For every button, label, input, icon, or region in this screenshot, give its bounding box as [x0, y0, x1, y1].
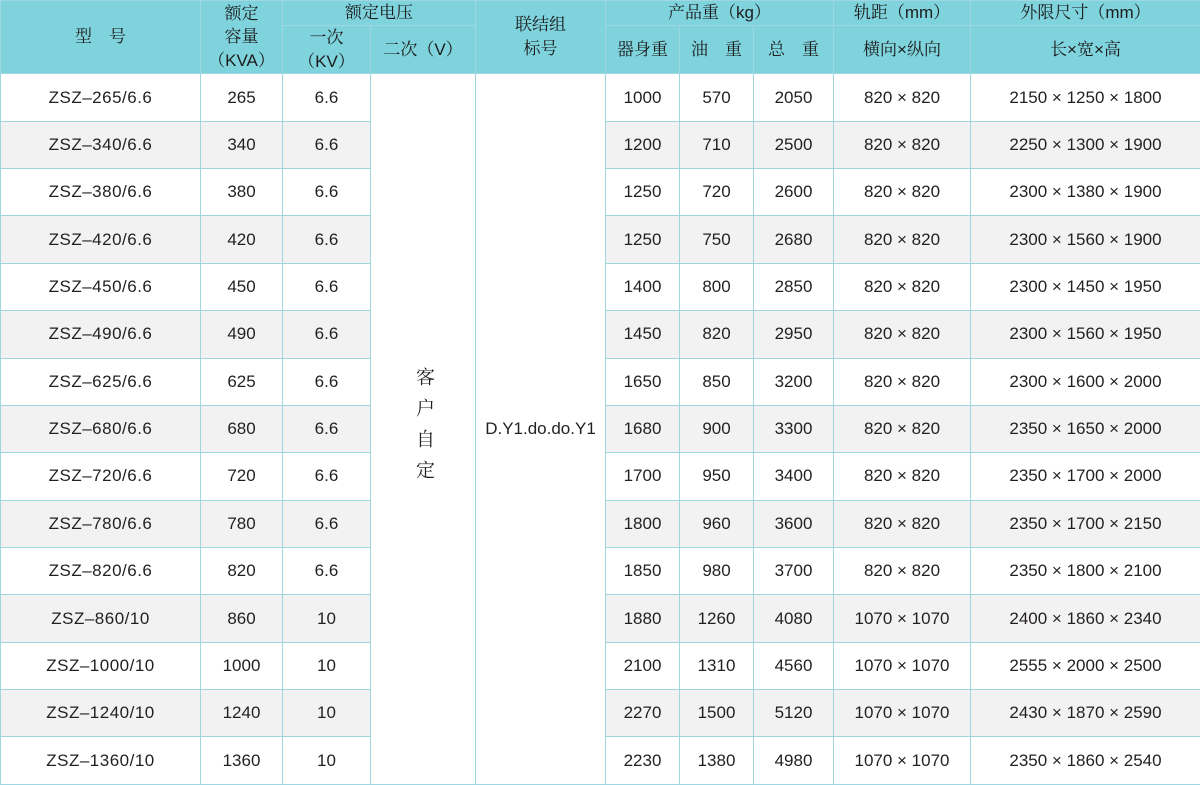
cell-track-gauge: 820 × 820: [834, 121, 971, 168]
header-oil-weight-label: 油 重: [691, 39, 742, 59]
cell-rated-capacity: 1360: [201, 737, 283, 785]
cell-outer-size: 2350 × 1800 × 2100: [971, 547, 1200, 594]
cell-model: ZSZ–380/6.6: [1, 169, 201, 216]
header-primary-voltage: [283, 25, 371, 74]
header-connection-line1: 联结组: [515, 15, 566, 35]
cell-model: ZSZ–1000/10: [1, 642, 201, 689]
cell-rated-capacity: 265: [201, 74, 283, 121]
cell-total-weight: 2600: [754, 169, 834, 216]
cell-track-gauge: 1070 × 1070: [834, 737, 971, 785]
cell-total-weight: 2950: [754, 311, 834, 358]
cell-total-weight: 4980: [754, 737, 834, 785]
cell-body-weight: 1250: [606, 169, 680, 216]
cell-total-weight: 2050: [754, 74, 834, 121]
cell-outer-size: 2250 × 1300 × 1900: [971, 121, 1200, 168]
cell-model: ZSZ–490/6.6: [1, 311, 201, 358]
header-track-gauge: [834, 1, 971, 26]
table-body: [1, 74, 1200, 785]
header-total-weight-label: 总 重: [768, 39, 819, 59]
cell-oil-weight: 950: [680, 453, 754, 500]
cell-outer-size: 2555 × 2000 × 2500: [971, 642, 1200, 689]
cell-rated-capacity: 860: [201, 595, 283, 642]
cell-oil-weight: 1500: [680, 690, 754, 737]
cell-model: ZSZ–625/6.6: [1, 358, 201, 405]
cell-oil-weight: 1380: [680, 737, 754, 785]
cell-outer-size: 2300 × 1560 × 1950: [971, 311, 1200, 358]
cell-connection-group-merged: D.Y1.do.do.Y1: [476, 74, 606, 785]
cell-oil-weight: 570: [680, 74, 754, 121]
cell-primary-voltage: 10: [283, 690, 371, 737]
cell-model: ZSZ–1360/10: [1, 737, 201, 785]
header-rated-capacity-line2: 容量: [224, 27, 259, 47]
cell-outer-size: 2400 × 1860 × 2340: [971, 595, 1200, 642]
header-primary-unit: （KV）: [298, 51, 355, 71]
cell-body-weight: 1450: [606, 311, 680, 358]
header-oil-weight: [680, 25, 754, 74]
header-body-weight: [606, 25, 680, 74]
cell-outer-size: 2300 × 1380 × 1900: [971, 169, 1200, 216]
cell-oil-weight: 750: [680, 216, 754, 263]
cell-oil-weight: 850: [680, 358, 754, 405]
cell-model: ZSZ–420/6.6: [1, 216, 201, 263]
cell-track-gauge: 820 × 820: [834, 500, 971, 547]
cell-rated-capacity: 490: [201, 311, 283, 358]
cell-rated-capacity: 820: [201, 547, 283, 594]
cell-total-weight: 2680: [754, 216, 834, 263]
header-rated-capacity-unit: （KVA）: [208, 51, 275, 71]
cell-primary-voltage: 6.6: [283, 358, 371, 405]
header-outer-size-label: 外限尺寸（mm）: [1020, 3, 1151, 22]
header-track-gauge-sub-label: 横向×纵向: [863, 39, 941, 59]
cell-track-gauge: 820 × 820: [834, 405, 971, 452]
cell-body-weight: 1250: [606, 216, 680, 263]
table-row: [1, 74, 1200, 121]
cell-body-weight: 1200: [606, 121, 680, 168]
cell-model: ZSZ–340/6.6: [1, 121, 201, 168]
cell-body-weight: 1850: [606, 547, 680, 594]
cell-outer-size: 2300 × 1560 × 1900: [971, 216, 1200, 263]
cell-oil-weight: 820: [680, 311, 754, 358]
cell-model: ZSZ–680/6.6: [1, 405, 201, 452]
header-secondary-label: 二次（V）: [383, 39, 463, 59]
cell-track-gauge: 820 × 820: [834, 453, 971, 500]
cell-track-gauge: 820 × 820: [834, 169, 971, 216]
cell-oil-weight: 980: [680, 547, 754, 594]
cell-rated-capacity: 720: [201, 453, 283, 500]
cell-rated-capacity: 380: [201, 169, 283, 216]
cell-body-weight: 2100: [606, 642, 680, 689]
cell-primary-voltage: 10: [283, 642, 371, 689]
cell-primary-voltage: 6.6: [283, 74, 371, 121]
header-connection-line2: 标号: [523, 39, 558, 59]
cell-model: ZSZ–450/6.6: [1, 263, 201, 310]
header-model-label: 型 号: [75, 27, 126, 47]
cell-primary-voltage: 6.6: [283, 263, 371, 310]
header-rated-voltage-label: 额定电压: [345, 3, 413, 22]
cell-total-weight: 2500: [754, 121, 834, 168]
cell-total-weight: 5120: [754, 690, 834, 737]
cell-primary-voltage: 6.6: [283, 405, 371, 452]
cell-primary-voltage: 6.6: [283, 453, 371, 500]
header-secondary-voltage: [371, 25, 476, 74]
header-total-weight: [754, 25, 834, 74]
cell-outer-size: 2350 × 1650 × 2000: [971, 405, 1200, 452]
cell-model: ZSZ–265/6.6: [1, 74, 201, 121]
cell-outer-size: 2350 × 1860 × 2540: [971, 737, 1200, 785]
cell-track-gauge: 820 × 820: [834, 216, 971, 263]
header-outer-size: [971, 1, 1200, 26]
header-row-1: [1, 1, 1200, 26]
cell-outer-size: 2300 × 1600 × 2000: [971, 358, 1200, 405]
cell-oil-weight: 800: [680, 263, 754, 310]
cell-body-weight: 2230: [606, 737, 680, 785]
cell-outer-size: 2300 × 1450 × 1950: [971, 263, 1200, 310]
cell-outer-size: 2350 × 1700 × 2000: [971, 453, 1200, 500]
header-track-gauge-label: 轨距（mm）: [853, 3, 951, 22]
cell-oil-weight: 960: [680, 500, 754, 547]
cell-rated-capacity: 340: [201, 121, 283, 168]
cell-track-gauge: 820 × 820: [834, 263, 971, 310]
cell-total-weight: 3300: [754, 405, 834, 452]
cell-primary-voltage: 6.6: [283, 547, 371, 594]
cell-model: ZSZ–820/6.6: [1, 547, 201, 594]
cell-model: ZSZ–1240/10: [1, 690, 201, 737]
cell-primary-voltage: 6.6: [283, 121, 371, 168]
cell-primary-voltage: 6.6: [283, 500, 371, 547]
cell-secondary-voltage-merged: [371, 74, 476, 785]
cell-oil-weight: 710: [680, 121, 754, 168]
cell-body-weight: 2270: [606, 690, 680, 737]
secondary-voltage-value: 客户自定: [413, 367, 435, 492]
header-body-weight-label: 器身重: [617, 39, 668, 59]
cell-track-gauge: 820 × 820: [834, 74, 971, 121]
cell-primary-voltage: 6.6: [283, 169, 371, 216]
cell-total-weight: 4560: [754, 642, 834, 689]
cell-oil-weight: 1260: [680, 595, 754, 642]
header-product-weight-label: 产品重（kg）: [668, 3, 771, 22]
cell-body-weight: 1700: [606, 453, 680, 500]
cell-body-weight: 1880: [606, 595, 680, 642]
cell-rated-capacity: 450: [201, 263, 283, 310]
cell-oil-weight: 900: [680, 405, 754, 452]
cell-track-gauge: 1070 × 1070: [834, 690, 971, 737]
cell-track-gauge: 820 × 820: [834, 547, 971, 594]
cell-rated-capacity: 625: [201, 358, 283, 405]
header-track-gauge-sub: [834, 25, 971, 74]
cell-model: ZSZ–860/10: [1, 595, 201, 642]
header-rated-capacity-line1: 额定: [224, 3, 259, 23]
cell-body-weight: 1650: [606, 358, 680, 405]
cell-body-weight: 1800: [606, 500, 680, 547]
cell-track-gauge: 1070 × 1070: [834, 595, 971, 642]
cell-total-weight: 4080: [754, 595, 834, 642]
cell-model: ZSZ–780/6.6: [1, 500, 201, 547]
cell-total-weight: 2850: [754, 263, 834, 310]
cell-total-weight: 3200: [754, 358, 834, 405]
cell-outer-size: 2150 × 1250 × 1800: [971, 74, 1200, 121]
cell-rated-capacity: 1000: [201, 642, 283, 689]
cell-track-gauge: 820 × 820: [834, 358, 971, 405]
cell-body-weight: 1000: [606, 74, 680, 121]
cell-rated-capacity: 1240: [201, 690, 283, 737]
cell-rated-capacity: 420: [201, 216, 283, 263]
cell-track-gauge: 1070 × 1070: [834, 642, 971, 689]
cell-primary-voltage: 10: [283, 737, 371, 785]
cell-rated-capacity: 780: [201, 500, 283, 547]
cell-oil-weight: 1310: [680, 642, 754, 689]
header-connection-group: [476, 1, 606, 74]
cell-oil-weight: 720: [680, 169, 754, 216]
cell-body-weight: 1400: [606, 263, 680, 310]
cell-total-weight: 3700: [754, 547, 834, 594]
header-outer-size-sub: [971, 25, 1200, 74]
header-primary-line1: 一次: [309, 27, 344, 47]
header-outer-size-sub-label: 长×宽×高: [1050, 39, 1121, 59]
cell-track-gauge: 820 × 820: [834, 311, 971, 358]
cell-total-weight: 3600: [754, 500, 834, 547]
cell-rated-capacity: 680: [201, 405, 283, 452]
cell-primary-voltage: 6.6: [283, 311, 371, 358]
cell-outer-size: 2430 × 1870 × 2590: [971, 690, 1200, 737]
cell-outer-size: 2350 × 1700 × 2150: [971, 500, 1200, 547]
cell-primary-voltage: 6.6: [283, 216, 371, 263]
cell-total-weight: 3400: [754, 453, 834, 500]
cell-body-weight: 1680: [606, 405, 680, 452]
header-rated-capacity: [201, 1, 283, 74]
cell-primary-voltage: 10: [283, 595, 371, 642]
header-model: [1, 1, 201, 74]
header-product-weight: [606, 1, 834, 26]
cell-model: ZSZ–720/6.6: [1, 453, 201, 500]
table-header: [1, 1, 1200, 74]
header-rated-voltage: [283, 1, 476, 26]
